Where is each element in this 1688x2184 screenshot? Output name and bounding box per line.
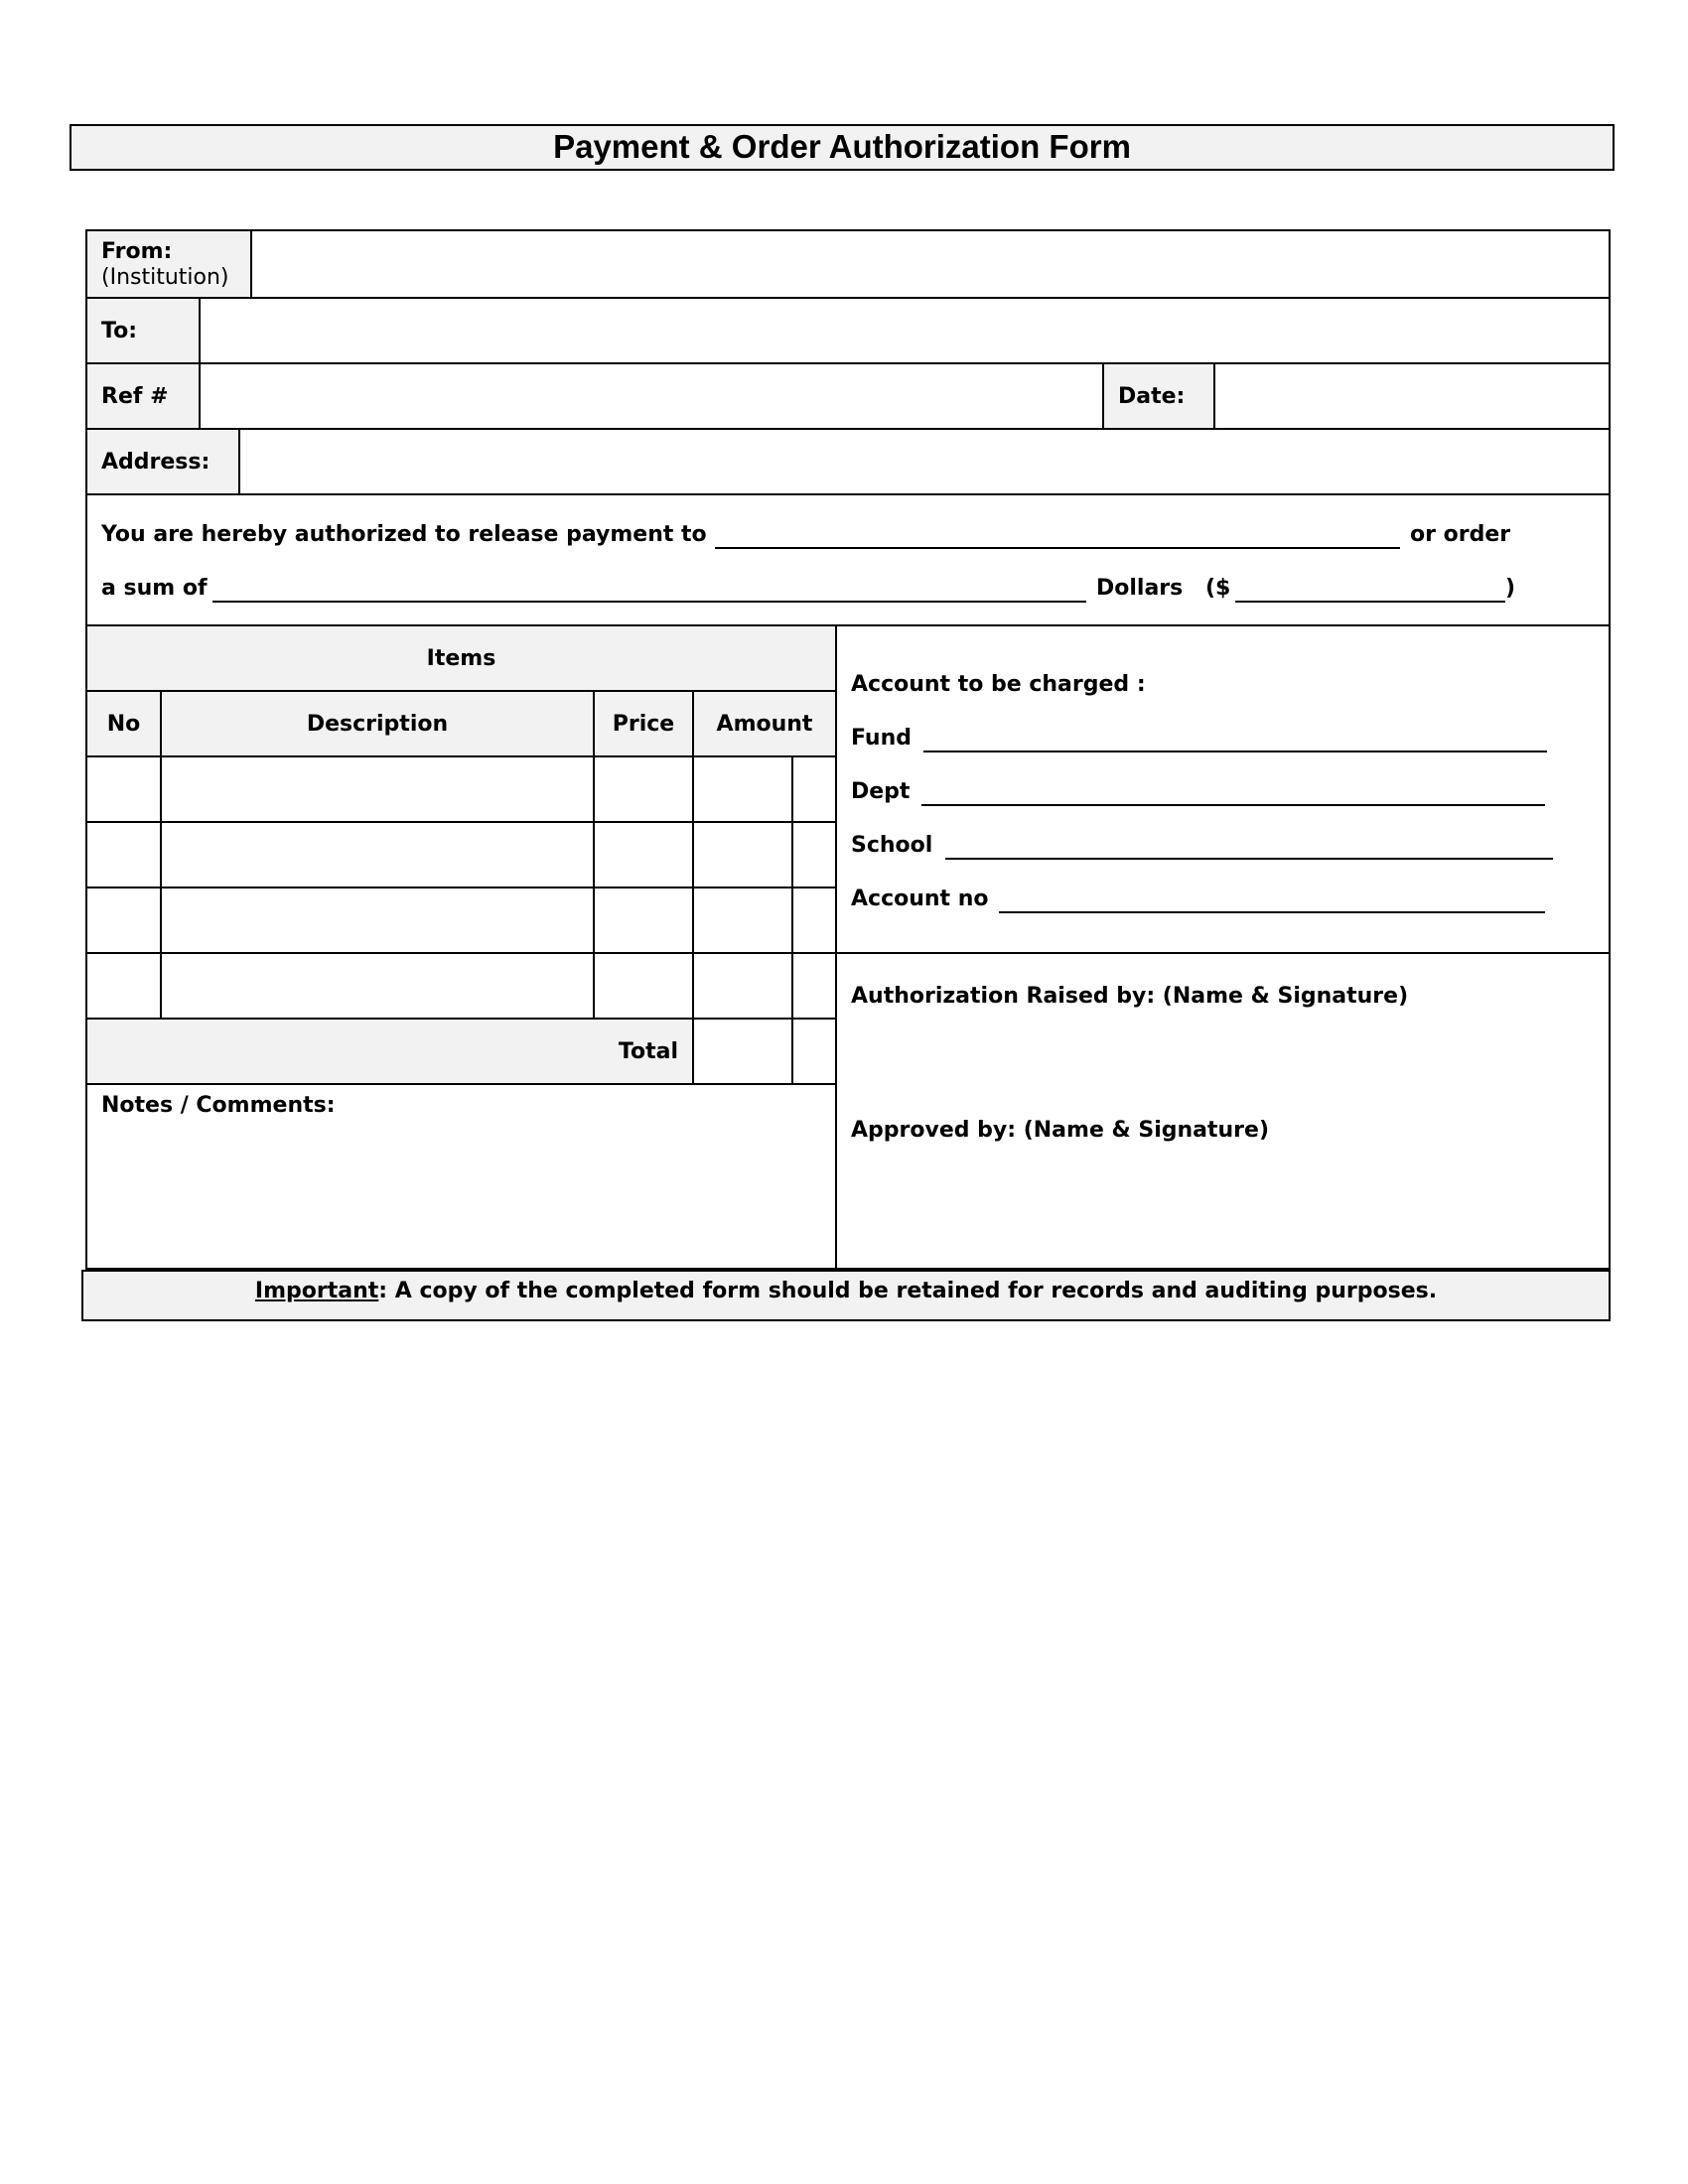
raised-by-label: Authorization Raised by: (Name & Signature) (851, 984, 1409, 1009)
ref-input[interactable] (203, 366, 1098, 426)
item-description-input[interactable] (162, 888, 593, 952)
column-header-no: No (106, 712, 141, 737)
dollars-paren-close: ) (1505, 576, 1516, 601)
table-row (87, 823, 835, 887)
to-label: To: (101, 319, 137, 343)
account-heading: Account to be charged : (851, 672, 1146, 697)
from-label: From: (101, 239, 173, 264)
item-price-input[interactable] (595, 823, 692, 887)
from-input[interactable] (254, 233, 1607, 295)
authorization-form (85, 229, 1611, 1270)
notes-label: Notes / Comments: (101, 1093, 336, 1118)
address-input[interactable] (242, 432, 1607, 491)
item-description-input[interactable] (162, 954, 593, 1018)
item-amount-input[interactable] (694, 888, 791, 952)
item-price-input[interactable] (595, 888, 692, 952)
approved-by-signature-input[interactable] (851, 1151, 1596, 1260)
item-description-input[interactable] (162, 757, 593, 821)
date-input[interactable] (1217, 366, 1607, 426)
important-label: Important (254, 1279, 379, 1303)
account-no-input[interactable] (999, 880, 1545, 911)
item-no-input[interactable] (87, 757, 160, 821)
ref-label-cell (87, 364, 199, 428)
authorization-line1-suffix: or order (1410, 522, 1511, 547)
school-label: School (851, 833, 933, 858)
item-amount-cents-input[interactable] (793, 954, 835, 1018)
dollars-paren-open: ($ (1205, 576, 1231, 601)
ref-label: Ref # (101, 384, 169, 409)
dollars-label: Dollars (1096, 576, 1184, 601)
item-price-input[interactable] (595, 954, 692, 1018)
total-label-cell (87, 1020, 692, 1083)
total-amount-input[interactable] (694, 1020, 791, 1083)
dept-input[interactable] (921, 772, 1545, 804)
table-row (87, 954, 835, 1018)
item-description-input[interactable] (162, 823, 593, 887)
page-title: Payment & Order Authorization Form (70, 124, 1615, 171)
item-no-input[interactable] (87, 954, 160, 1018)
from-sublabel: (Institution) (101, 265, 229, 290)
fund-label: Fund (851, 726, 913, 751)
table-row (87, 757, 835, 821)
raised-by-signature-input[interactable] (851, 1016, 1596, 1107)
item-price-input[interactable] (595, 757, 692, 821)
item-amount-input[interactable] (694, 954, 791, 1018)
date-label-cell (1104, 364, 1213, 428)
account-no-label: Account no (851, 887, 989, 911)
amount-figures-input[interactable] (1235, 569, 1505, 601)
dept-label: Dept (851, 779, 911, 804)
items-column-header-row (87, 692, 835, 755)
from-label-cell (87, 231, 250, 297)
item-amount-input[interactable] (694, 757, 791, 821)
item-no-input[interactable] (87, 888, 160, 952)
address-label: Address: (101, 450, 211, 475)
notes-textarea[interactable] (87, 1125, 835, 1268)
column-header-description: Description (306, 712, 449, 737)
important-notice (81, 1270, 1611, 1321)
column-header-price: Price (612, 712, 675, 737)
to-label-cell (87, 299, 199, 362)
items-heading: Items (426, 646, 496, 671)
total-amount-cents-input[interactable] (793, 1020, 835, 1083)
school-input[interactable] (945, 826, 1553, 858)
item-amount-cents-input[interactable] (793, 888, 835, 952)
to-input[interactable] (203, 301, 1607, 360)
address-label-cell (87, 430, 238, 493)
authorization-line1-prefix: You are hereby authorized to release payment to (101, 522, 707, 547)
item-amount-cents-input[interactable] (793, 823, 835, 887)
fund-input[interactable] (923, 719, 1547, 751)
column-header-amount: Amount (716, 712, 813, 737)
approved-by-label: Approved by: (Name & Signature) (851, 1118, 1270, 1143)
item-amount-input[interactable] (694, 823, 791, 887)
table-row (87, 888, 835, 952)
item-amount-cents-input[interactable] (793, 757, 835, 821)
items-heading-cell (87, 626, 835, 690)
date-label: Date: (1118, 384, 1186, 409)
amount-words-input[interactable] (212, 569, 1086, 601)
important-text: : A copy of the completed form should be retained for records and auditing purposes. (378, 1279, 1438, 1303)
item-no-input[interactable] (87, 823, 160, 887)
payee-input[interactable] (715, 515, 1400, 547)
authorization-line2-prefix: a sum of (101, 576, 208, 601)
total-label: Total (618, 1039, 678, 1064)
